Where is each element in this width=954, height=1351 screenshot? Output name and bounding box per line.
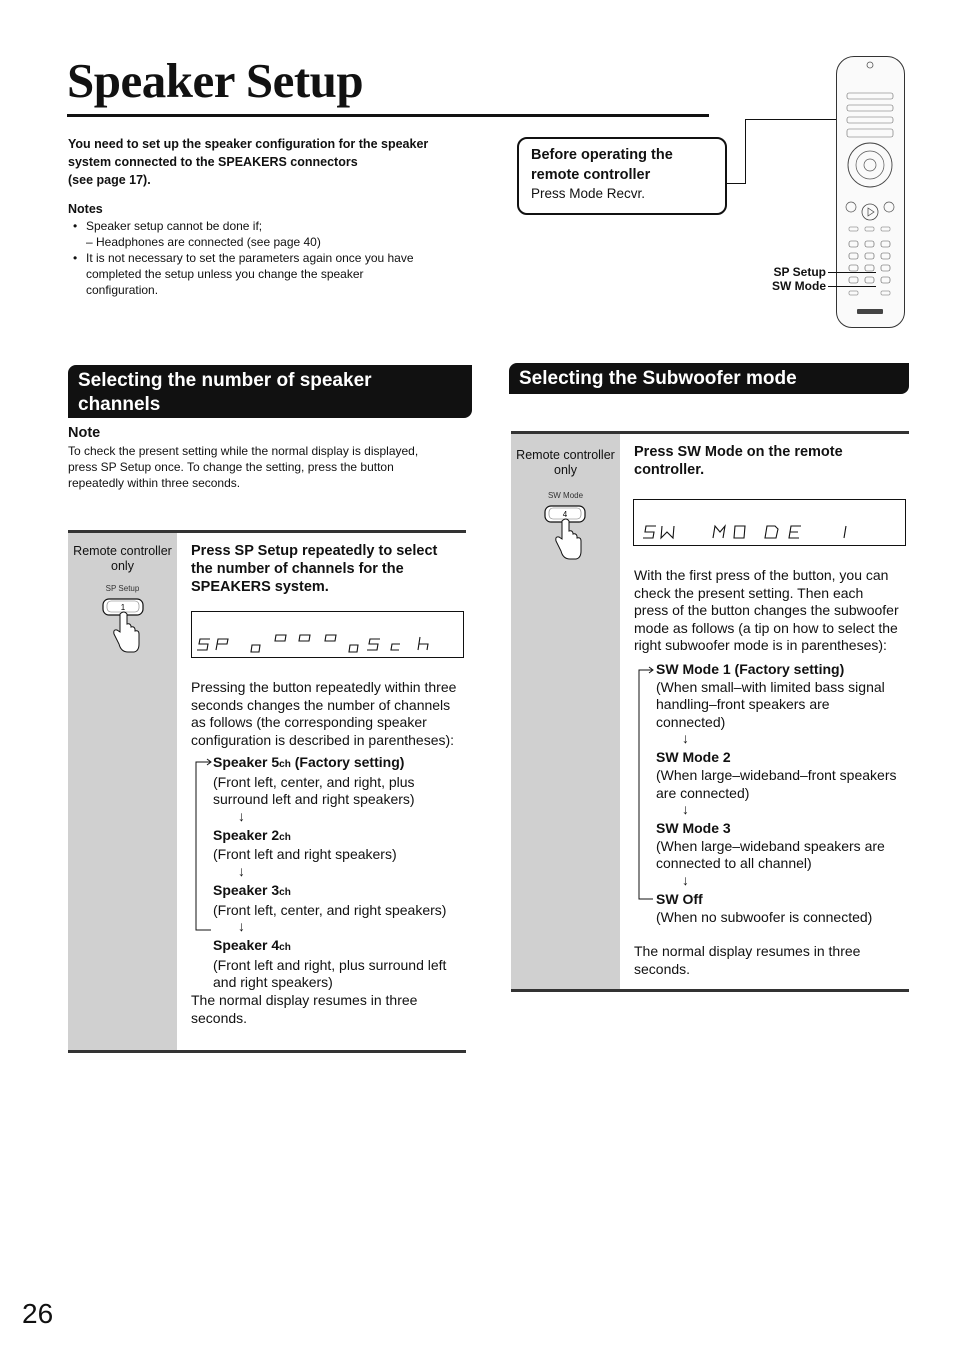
note-item-cont: completed the setup unless you change the speaker (86, 267, 364, 281)
sw-item-desc: are connected) (656, 784, 750, 801)
table-bottom-rule (511, 989, 909, 992)
before-title: Before operating the (531, 147, 673, 163)
connector-line (745, 119, 746, 184)
speaker-item-head: Speaker 2ch (213, 826, 291, 843)
rc-label-line: Remote controller (516, 448, 615, 462)
sw-item-desc: handling–front speakers are (656, 696, 830, 713)
rc-label-line: only (111, 559, 134, 573)
sw-item-desc: (When small–with limited bass signal (656, 678, 885, 695)
sw-mode-button-press-icon (542, 503, 588, 563)
section-heading-subwoofer: Selecting the Subwoofer mode (509, 363, 909, 394)
connector-line (745, 119, 837, 120)
section2-end-text (634, 943, 909, 978)
speaker-item-desc: (Front left, center, and right, plus (213, 773, 415, 790)
note-text (68, 443, 468, 491)
speaker-item-head: Speaker 5ch (Factory setting) (213, 754, 405, 770)
sw-item-head: SW Mode 2 (656, 749, 731, 766)
down-arrow-icon: ↓ (682, 730, 689, 747)
notes-list (68, 218, 458, 298)
before-sub: Press Mode Recvr. (531, 186, 646, 201)
step-title-sw-mode (634, 443, 904, 479)
down-arrow-icon: ↓ (238, 862, 245, 879)
cycle-bracket (636, 661, 656, 904)
body-line: seconds changes the number of channels (191, 696, 451, 713)
body-line: check the present setting. Then each (634, 584, 864, 601)
section-heading-speaker-channels (68, 365, 472, 418)
lcd-segment-display (192, 612, 463, 657)
end-line: The normal display resumes in three (634, 943, 861, 959)
step-title-line: controller. (634, 462, 705, 478)
speaker-item-desc: and right speakers) (213, 974, 333, 991)
lcd-display-speaker (191, 611, 464, 658)
connector-line (727, 183, 745, 184)
intro-line: You need to set up the speaker configuration for the speaker (68, 137, 429, 151)
remote-controller-illustration (836, 56, 905, 328)
callout-line (828, 272, 876, 273)
note-line: repeatedly within three seconds. (68, 476, 241, 490)
body-line: press of the button changes the subwoofer (634, 602, 899, 619)
rc-label-line: only (554, 463, 577, 477)
speaker-item-head: Speaker 3ch (213, 881, 291, 898)
speaker-item-desc: surround left and right speakers) (213, 791, 415, 808)
note-item: • Speaker setup cannot be done if; (73, 219, 263, 233)
notes-heading: Notes (68, 202, 103, 216)
rc-label-line: Remote controller (73, 544, 172, 558)
sw-item-desc: (When large–wideband speakers are (656, 837, 885, 854)
down-arrow-icon: ↓ (238, 918, 245, 935)
end-line: seconds. (191, 1009, 248, 1026)
lcd-display-sw-mode (633, 499, 906, 546)
sw-item-head: SW Off (656, 890, 703, 907)
title-rule (67, 114, 709, 117)
before-operating-box (517, 137, 727, 215)
body-line: With the first press of the button, you can (634, 567, 889, 583)
body-line: Pressing the button repeatedly within three (191, 679, 457, 695)
step-title-line: SPEAKERS system. (191, 579, 329, 595)
page-number: 26 (22, 1298, 54, 1329)
body-line: mode as follows (a tip on how to select the (634, 619, 898, 636)
sp-setup-button-press-icon (100, 596, 146, 656)
sw-item-desc: connected to all channel) (656, 855, 812, 872)
intro-line: (see page 17). (68, 173, 151, 187)
speaker-item-desc: (Front left, center, and right speakers) (213, 901, 447, 918)
note-heading: Note (68, 425, 101, 441)
down-arrow-icon: ↓ (238, 807, 245, 824)
note-line: To check the present setting while the normal display is displayed, (68, 444, 419, 458)
intro-text (68, 135, 468, 189)
step-title-line: Press SW Mode on the remote (634, 444, 843, 460)
callout-line (828, 286, 876, 287)
speaker-item-desc: (Front left and right, plus surround left (213, 956, 447, 973)
sw-item-head: SW Mode 3 (656, 820, 731, 837)
speaker-mode-list (213, 754, 471, 992)
lcd-segment-display (634, 500, 905, 545)
body-line: configuration is described in parentheses): (191, 731, 455, 748)
remote-only-label (511, 448, 620, 478)
button-number: 1 (120, 603, 126, 612)
sw-mode-button-caption: SW Mode (547, 491, 584, 500)
note-item-cont: configuration. (86, 283, 159, 297)
sp-setup-label: SP Setup (773, 265, 826, 279)
sw-mode-list (656, 661, 908, 926)
note-item: • It is not necessary to set the parameters again once you have (73, 251, 414, 265)
end-line: seconds. (634, 960, 691, 977)
down-arrow-icon: ↓ (682, 871, 689, 888)
step-title-line: Press SP Setup repeatedly to select (191, 543, 438, 559)
section2-body (634, 567, 909, 655)
remote-only-label (68, 544, 177, 574)
step-title-sp-setup (191, 542, 471, 596)
speaker-item-desc: (Front left and right speakers) (213, 846, 397, 863)
page-title: Speaker Setup (67, 53, 364, 108)
step-title-line: the number of channels for the (191, 561, 404, 577)
body-line: as follows (the corresponding speaker (191, 714, 427, 731)
note-line: press SP Setup once. To change the setting, press the button (68, 460, 394, 474)
sw-item-head: SW Mode 1 (Factory setting) (656, 661, 845, 677)
section-heading-line: Selecting the number of speaker (78, 370, 372, 391)
intro-line: system connected to the SPEAKERS connectors (68, 155, 358, 169)
sp-setup-button-caption: SP Setup (105, 584, 140, 593)
sw-item-desc: (When no subwoofer is connected) (656, 908, 873, 925)
end-line: The normal display resumes in three (191, 992, 418, 1008)
sw-mode-label: SW Mode (772, 279, 826, 293)
note-subitem: – Headphones are connected (see page 40) (86, 235, 321, 249)
section1-end-text (191, 992, 471, 1027)
down-arrow-icon: ↓ (682, 801, 689, 818)
speaker-item-head: Speaker 4ch (213, 937, 291, 954)
section-heading-line: channels (78, 394, 161, 415)
sw-item-desc: (When large–wideband–front speakers (656, 766, 897, 783)
sw-item-desc: connected) (656, 713, 726, 730)
table-bottom-rule (68, 1050, 466, 1053)
button-number: 4 (562, 510, 568, 519)
section1-body (191, 679, 471, 749)
cycle-bracket (194, 753, 214, 933)
body-line: right subwoofer mode is in parentheses): (634, 637, 887, 654)
remote-callout-labels (744, 265, 826, 293)
before-title: remote controller (531, 167, 651, 183)
